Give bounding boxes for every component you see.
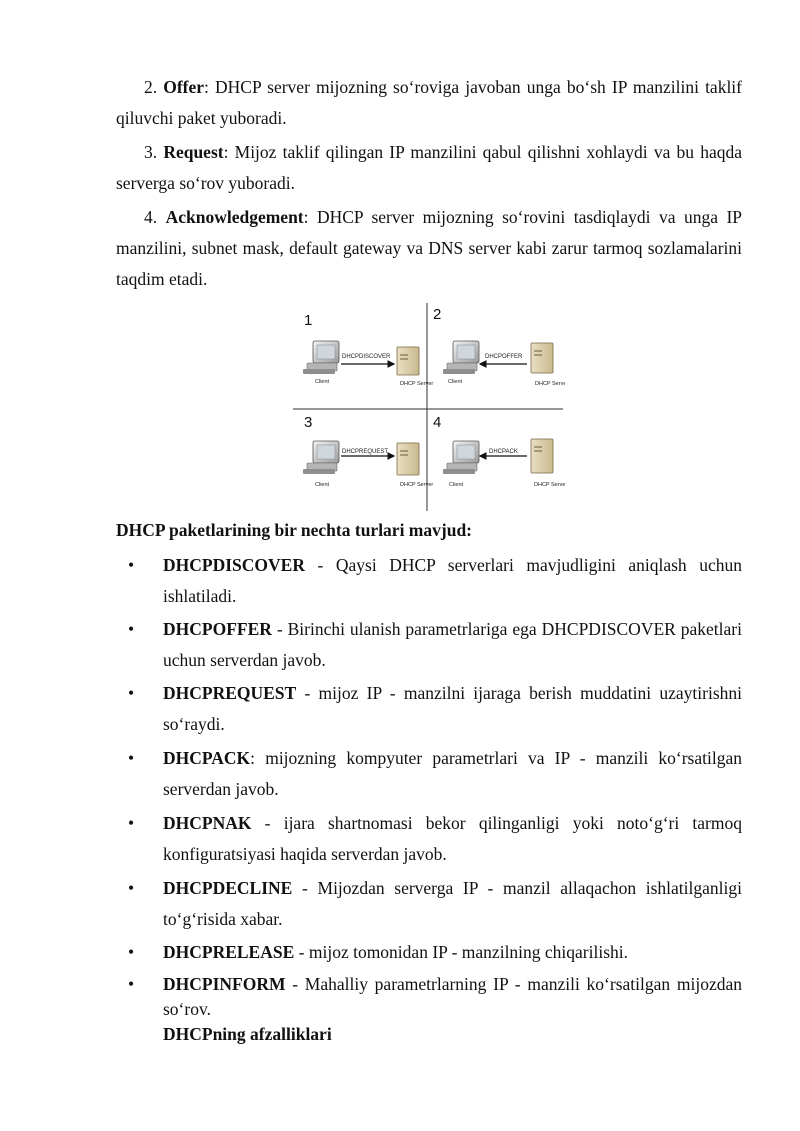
server-label: DHCP Server: [535, 381, 565, 387]
term-dhcprequest: DHCPREQUEST: [163, 683, 297, 703]
list-item-text: [163, 678, 742, 740]
server-label: DHCP Server: [400, 381, 434, 387]
list-item-text: [163, 937, 742, 968]
server-label: DHCP Server: [400, 482, 434, 488]
quadrant-1: [303, 312, 433, 387]
bullet: •: [128, 555, 135, 575]
bullet: •: [128, 683, 135, 703]
list-item-text: [163, 873, 742, 935]
client-label: Client: [315, 482, 330, 488]
bullet: •: [128, 748, 135, 768]
client-label: Client: [449, 482, 464, 488]
list-item-text: [163, 972, 742, 1022]
client-label: Client: [448, 379, 463, 385]
term-dhcpdecline: DHCPDECLINE: [163, 878, 293, 898]
term-offer: Offer: [163, 77, 205, 97]
dhcp-process-diagram: [293, 303, 565, 511]
term-dhcpnak: DHCPNAK: [163, 813, 252, 833]
dhcp-server-icon: [397, 347, 419, 375]
quadrant-number: 2: [433, 306, 442, 323]
paragraph-text: : Mijoz taklif qilingan IP manzilini qabul qilishni xohlaydi va bu haqda serverga so‘rov yuboradi.: [116, 142, 742, 193]
term-dhcpdiscover: DHCPDISCOVER: [163, 555, 305, 575]
term-description: - Mahalliy parametrlarning IP - manzili ko‘rsatilgan mijozdan so‘rov.: [163, 974, 742, 1019]
quadrant-2: [433, 306, 565, 387]
message-label: DHCPACK: [489, 449, 518, 455]
paragraph-text: : DHCP server mijozning so‘roviga javoban unga bo‘sh IP manzilini taklif qiluvchi paket yuboradi.: [116, 77, 742, 128]
client-computer-icon: [303, 341, 339, 374]
client-computer-icon: [443, 441, 479, 474]
quadrant-number: 4: [433, 414, 442, 431]
quadrant-4: [433, 414, 565, 488]
paragraph-offer: [116, 72, 742, 134]
list-item-dhcpoffer: [128, 614, 742, 676]
message-label: DHCPREQUEST: [342, 449, 389, 455]
term-description: - Qaysi DHCP serverlari mavjudligini aniqlash uchun ishlatiladi.: [163, 555, 742, 606]
client-computer-icon: [443, 341, 479, 374]
list-item-text: [163, 743, 742, 805]
term-request: Request: [163, 142, 224, 162]
client-label: Client: [315, 379, 330, 385]
term-description: - ijara shartnomasi bekor qilinganligi yoki noto‘g‘ri tarmoq konfiguratsiyasi haqida serverdan javob.: [163, 813, 742, 864]
term-description: - Mijozdan serverga IP - manzil allaqachon ishlatilganligi to‘g‘risida xabar.: [163, 878, 742, 929]
list-item-dhcpinform: [128, 972, 742, 1022]
paragraph-text: : DHCP server mijozning so‘rovini tasdiqlaydi va unga IP manzilini, subnet mask, default gateway va DNS server kabi zarur tarmoq sozlamalarini taqdim etadi.: [116, 207, 743, 289]
message-label: DHCPDISCOVER: [342, 354, 391, 360]
list-item-dhcpack: [128, 743, 742, 805]
quadrant-number: 3: [304, 414, 313, 431]
bullet: •: [128, 942, 135, 962]
list-item-dhcpdiscover: [128, 550, 742, 612]
term-description: - mijoz IP - manzilni ijaraga berish muddatini uzaytirishni so‘raydi.: [163, 683, 742, 734]
item-number: 4.: [144, 207, 166, 227]
item-number: 2.: [144, 77, 164, 97]
list-item-text: [163, 808, 742, 870]
term-description: - Birinchi ulanish parametrlariga ega DHCPDISCOVER paketlari uchun serverdan javob.: [163, 619, 742, 670]
message-label: DHCPOFFER: [485, 354, 523, 360]
bullet: •: [128, 813, 135, 833]
dhcp-server-icon: [531, 439, 553, 473]
item-number: 3.: [144, 142, 164, 162]
list-item-dhcprelease: [128, 937, 742, 968]
bullet: •: [128, 974, 135, 994]
list-item-text: [163, 614, 742, 676]
section-heading: DHCP paketlarining bir nechta turlari mavjud:: [116, 520, 473, 540]
term-dhcprelease: DHCPRELEASE: [163, 942, 295, 962]
list-item-dhcprequest: [128, 678, 742, 740]
dhcp-server-icon: [531, 343, 553, 373]
paragraph-acknowledgement: [116, 202, 742, 295]
dhcp-server-icon: [397, 443, 419, 475]
sub-heading: DHCPning afzalliklari: [163, 1024, 332, 1044]
list-item-text: [163, 550, 742, 612]
paragraph-request: [116, 137, 742, 199]
list-item-dhcpdecline: [128, 873, 742, 935]
quadrant-number: 1: [304, 312, 313, 329]
bullet: •: [128, 619, 135, 639]
dhcp-diagram-svg: [293, 303, 565, 511]
term-dhcpack: DHCPACK: [163, 748, 251, 768]
term-description: - mijoz tomonidan IP - manzilning chiqarilishi.: [294, 942, 629, 962]
quadrant-3: [303, 414, 433, 488]
term-description: : mijozning kompyuter parametrlari va IP - manzili ko‘rsatilgan serverdan javob.: [163, 748, 742, 799]
server-label: DHCP Server: [534, 482, 565, 488]
bullet: •: [128, 878, 135, 898]
list-item-dhcpnak: [128, 808, 742, 870]
term-acknowledgement: Acknowledgement: [165, 207, 304, 227]
term-dhcpoffer: DHCPOFFER: [163, 619, 272, 639]
term-dhcpinform: DHCPINFORM: [163, 974, 286, 994]
client-computer-icon: [303, 441, 339, 474]
